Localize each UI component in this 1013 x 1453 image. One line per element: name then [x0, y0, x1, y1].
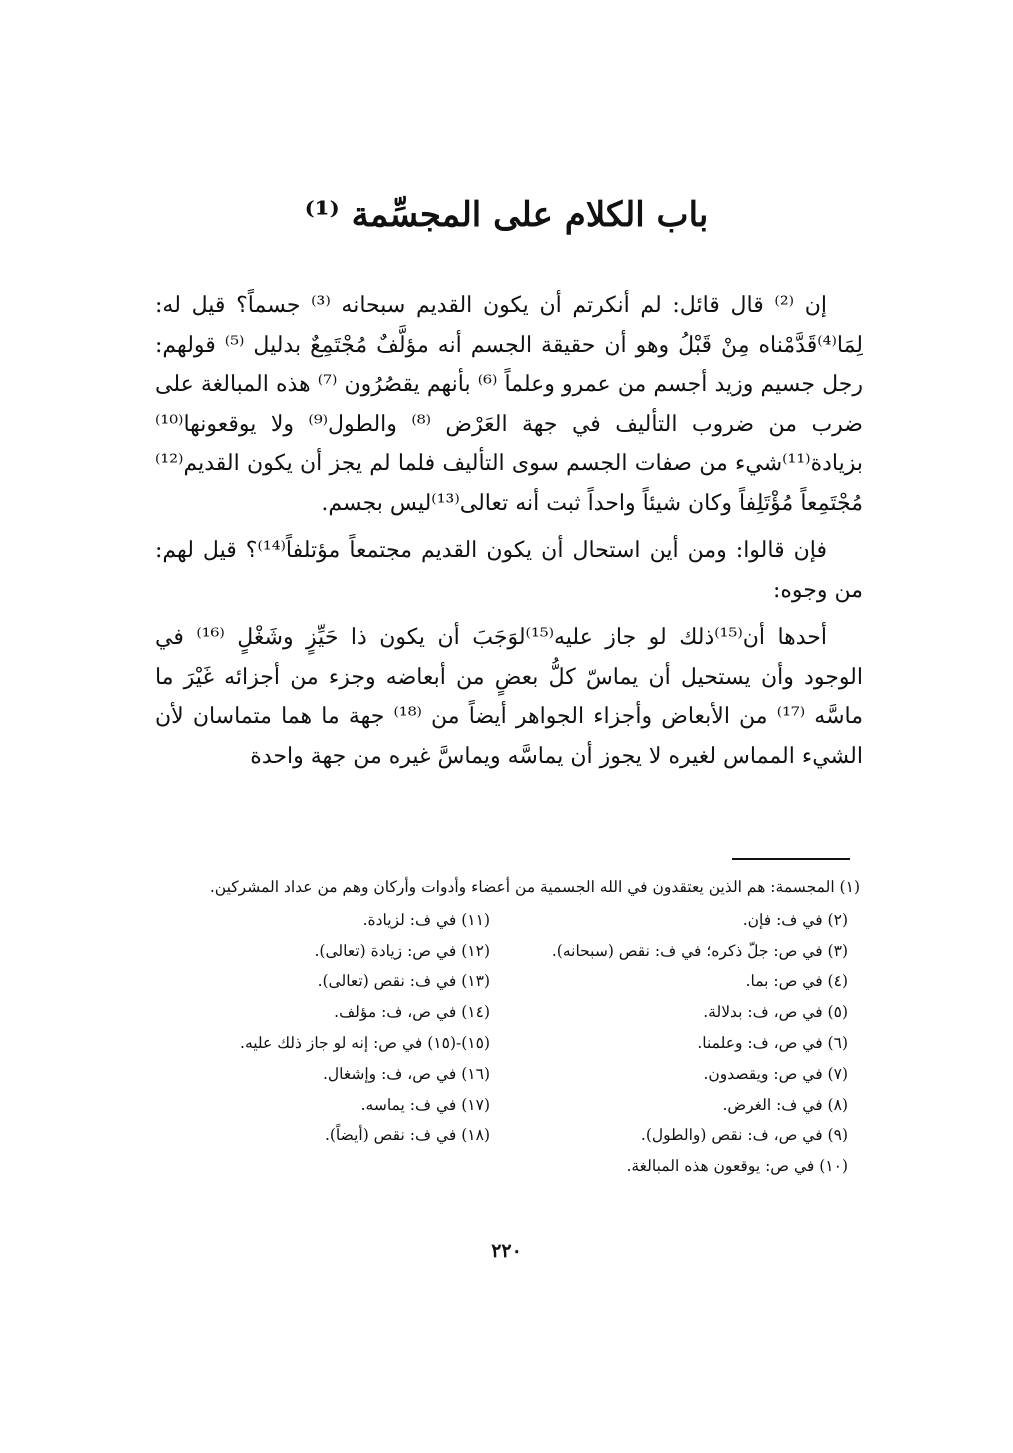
footnote-item: (٩) في ص، ف: نقص (والطول). — [640, 1126, 848, 1145]
footnote-item: (١٧) في ف: يماسه. — [360, 1095, 490, 1114]
footnote-item: (٧) في ص: ويقصدون. — [703, 1064, 848, 1083]
footnote-item: (١٨) في ف: نقص (أيضاً). — [324, 1126, 490, 1145]
footnotes — [160, 872, 860, 1182]
footnote-item: (٦) في ص، ف: وعلمنا. — [697, 1033, 848, 1052]
footnote-item: (١١) في ف: لزيادة. — [362, 910, 490, 929]
footnote-item: (٢) في ف: فإن. — [742, 910, 848, 929]
footnote-item: (٣) في ص: جلّ ذكره؛ في ف: نقص (سبحانه). — [551, 941, 848, 960]
footnote-item: (٥) في ص، ف: بدلالة. — [703, 1003, 848, 1022]
chapter-title: باب الكلام على المجسِّمة ⁽¹⁾ — [304, 195, 709, 235]
footnote-columns — [160, 905, 860, 1182]
main-text — [155, 286, 863, 784]
paragraph-2: فإن قالوا: ومن أين استحال أن يكون القديم مجتمعاً مؤتلفاً⁽¹⁴⁾؟ قيل لهم: من وجوه: — [155, 538, 863, 603]
footnote-item: (١٣) في ف: نقص (تعالى). — [317, 972, 490, 991]
footnote-item: (١٥)-(١٥) في ص: إنه لو جاز ذلك عليه. — [240, 1033, 490, 1052]
footnote-item: (٤) في ص: بما. — [745, 972, 848, 991]
footnote-item: (١٦) في ص، ف: وإشغال. — [322, 1064, 490, 1083]
footnote-separator — [732, 858, 850, 860]
paragraph-1: إن ⁽²⁾ قال قائل: لم أنكرتم أن يكون القديم سبحانه ⁽³⁾ جسماً؟ قيل له: لِمَا⁽⁴⁾قَدَّمْناه مِنْ قَبْلُ وهو أن حقيقة الجسم أنه مؤلَّفٌ مُجْتَمِعٌ بدليل ⁽⁵⁾ قولهم: رجل جسيم وزيد أجسم من عمرو وعلماً ⁽⁶⁾ بأنهم يقصُرُون ⁽⁷⁾ هذه المبالغة على ضرب من ضروب التأليف في جهة العَرْض ⁽⁸⁾ والطول⁽⁹⁾ ولا يوقعونها⁽¹⁰⁾بزيادة⁽¹¹⁾شيء من صفات الجسم سوى التأليف فلما لم يجز أن يكون القديم⁽¹²⁾مُجْتَمِعاً مُؤْتَلِفاً وكان شيئاً واحداً ثبت أنه تعالى⁽¹³⁾ليس بجسم. — [155, 293, 863, 516]
page-number: ٢٢٠ — [491, 1240, 522, 1262]
footnote-1: (١) المجسمة: هم الذين يعتقدون في الله الجسمية من أعضاء وأدوات وأركان وهم من عداد المشركين. — [209, 878, 860, 896]
footnote-item: (٨) في ف: الغرض. — [722, 1095, 848, 1114]
footnote-item: (١٢) في ص: زيادة (تعالى). — [314, 941, 490, 960]
footnote-item: (١٠) في ص: يوقعون هذه المبالغة. — [626, 1157, 848, 1176]
footnote-column-right — [518, 905, 860, 1182]
footnote-item: (١٤) في ص، ف: مؤلف. — [334, 1003, 490, 1022]
paragraph-3: أحدها أن⁽¹⁵⁾ذلك لو جاز عليه⁽¹⁵⁾لوَجَبَ أن يكون ذا حَيِّزٍ وشَغْلٍ ⁽¹⁶⁾ في الوجود وأن يستحيل أن يماسّ كلُّ بعضٍ من أبعاضه وجزء من أجزائه غَيْرَ ما ماسَّه ⁽¹⁷⁾ من الأبعاض وأجزاء الجواهر أيضاً من ⁽¹⁸⁾ جهة ما هما متماسان لأن الشيء المماس لغيره لا يجوز أن يماسَّه ويماسَّ غيره من جهة واحدة — [155, 625, 863, 769]
footnote-column-left — [160, 905, 518, 1182]
